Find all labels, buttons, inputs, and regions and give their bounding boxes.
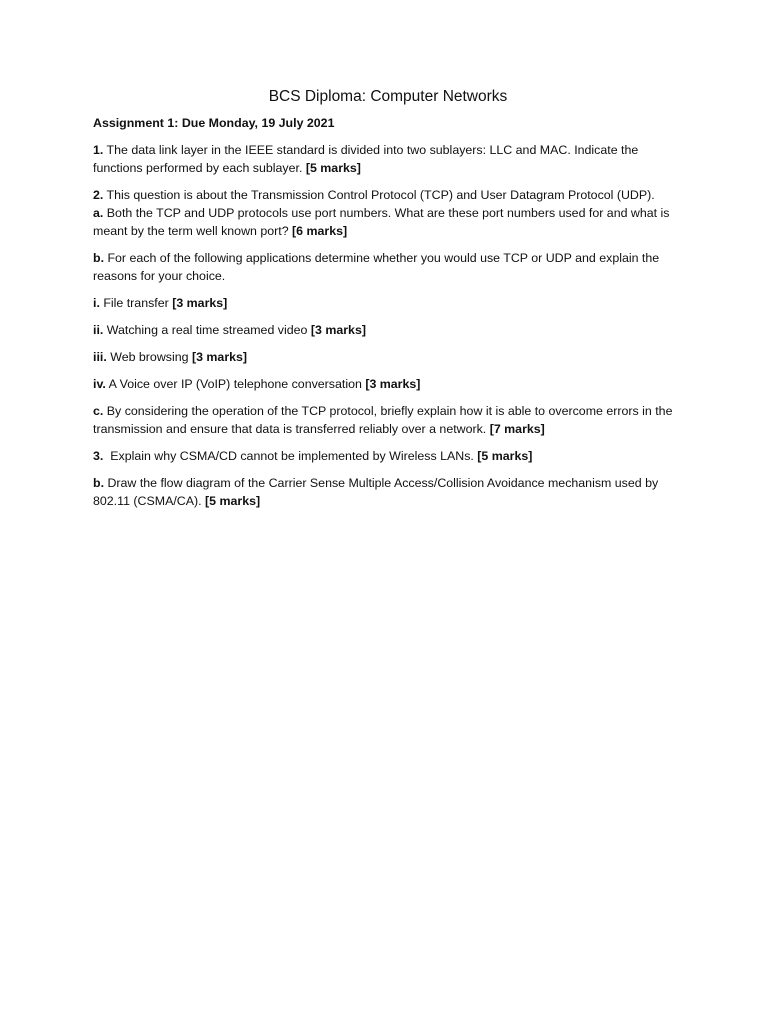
question-3b <box>93 474 683 510</box>
marks-label: [6 marks] <box>292 224 348 238</box>
question-text: Draw the flow diagram of the Carrier Sense Multiple Access/Collision Avoidance mechanism used by 802.11 (CSMA/CA). <box>93 476 659 508</box>
question-number: 3. <box>93 449 104 463</box>
question-text: By considering the operation of the TCP protocol, briefly explain how it is able to overcome errors in the transmission and ensure that data is transferred reliably over a network. <box>93 404 673 436</box>
question-text: Watching a real time streamed video <box>103 323 311 337</box>
question-number: c. <box>93 404 104 418</box>
question-text: The data link layer in the IEEE standard is divided into two sublayers: LLC and MAC. Indicate the functions performed by each sublayer. <box>93 143 639 175</box>
marks-label: [3 marks] <box>172 296 228 310</box>
question-2b-ii <box>93 321 683 339</box>
marks-label: [3 marks] <box>310 323 366 337</box>
question-2 <box>93 186 683 204</box>
question-2b <box>93 249 683 285</box>
marks-label: [5 marks] <box>305 161 361 175</box>
question-text: For each of the following applications determine whether you would use TCP or UDP and explain the reasons for your choice. <box>93 251 660 283</box>
question-2a <box>93 204 683 240</box>
question-number: b. <box>93 251 105 265</box>
marks-label: [5 marks] <box>477 449 533 463</box>
question-3 <box>93 447 683 465</box>
page-title: BCS Diploma: Computer Networks <box>268 88 508 105</box>
question-2b-iv <box>93 375 683 393</box>
marks-label: [3 marks] <box>365 377 421 391</box>
question-2b-iii <box>93 348 683 366</box>
marks-label: [7 marks] <box>489 422 545 436</box>
question-text: File transfer <box>99 296 173 310</box>
marks-label: [3 marks] <box>191 350 248 364</box>
question-text: Explain why CSMA/CD cannot be implemented by Wireless LANs. <box>103 449 478 463</box>
question-number: a. <box>93 206 104 220</box>
question-number: 1. <box>93 143 104 157</box>
question-2c <box>93 402 683 438</box>
document-body <box>93 86 683 519</box>
question-number: 2. <box>93 188 104 202</box>
question-number: ii. <box>93 323 104 337</box>
question-text: A Voice over IP (VoIP) telephone conversation <box>105 377 366 391</box>
question-text: Both the TCP and UDP protocols use port numbers. What are these port numbers used for and what is meant by the term well known port? <box>93 206 670 238</box>
question-text: This question is about the Transmission Control Protocol (TCP) and User Datagram Protocol (UDP). <box>103 188 655 202</box>
question-1 <box>93 141 683 177</box>
question-number: iv. <box>93 377 106 391</box>
question-number: i. <box>93 296 100 310</box>
marks-label: [5 marks] <box>205 494 261 508</box>
question-number: b. <box>93 476 105 490</box>
question-text: Web browsing <box>106 350 192 364</box>
question-number: iii. <box>93 350 107 364</box>
question-2b-i <box>93 294 683 312</box>
assignment-subtitle: Assignment 1: Due Monday, 19 July 2021 <box>93 116 335 130</box>
